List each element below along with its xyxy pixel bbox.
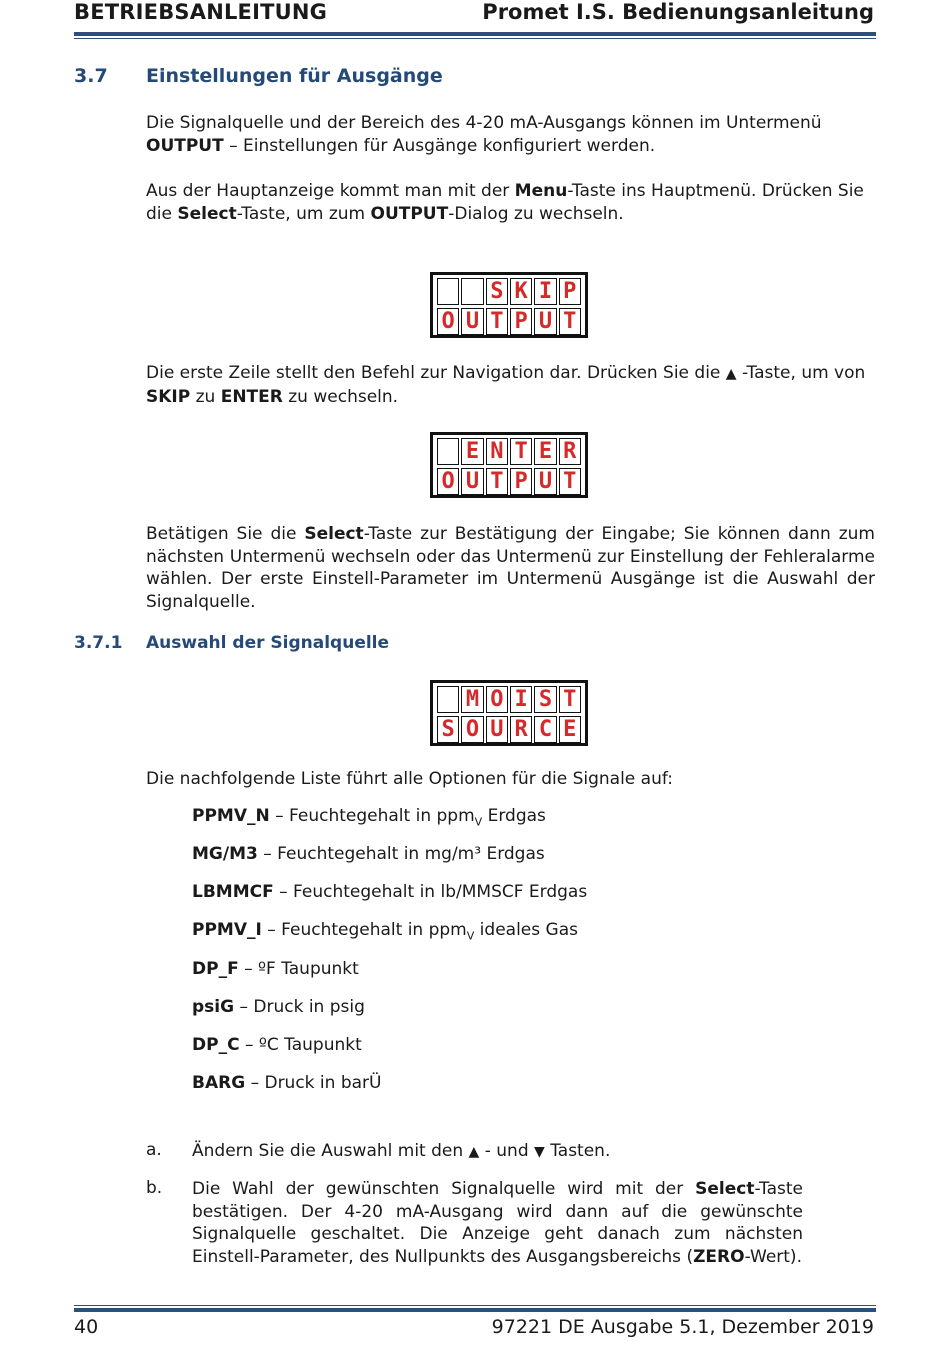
lcd-cell: U — [534, 308, 556, 335]
lcd-cell: O — [437, 468, 459, 495]
lcd-cell: P — [510, 308, 532, 335]
up-arrow-icon: ▲ — [725, 366, 737, 382]
lcd-cell: E — [559, 716, 581, 743]
lcd-cell: T — [559, 468, 581, 495]
step-text-a: Ändern Sie die Auswahl mit den ▲ - und ▼ Tasten. — [192, 1141, 611, 1161]
down-arrow-icon: ▼ — [534, 1144, 545, 1160]
footer-rule-thin — [74, 1305, 876, 1306]
running-header-left: BETRIEBSANLEITUNG — [74, 0, 328, 24]
header-rule — [74, 32, 876, 36]
lcd-display-moist-source — [430, 680, 588, 746]
lcd-cell: I — [510, 686, 532, 713]
list-item: PPMV_I – Feuchtegehalt in ppm$_V$ ideales Gas — [192, 920, 578, 943]
lcd-cell — [437, 278, 459, 305]
lcd-cell: R — [510, 716, 532, 743]
subsection-title: Auswahl der Signalquelle — [146, 633, 390, 653]
step-text-b: Die Wahl der gewünschten Signalquelle wird mit der Select-Taste bestätigen. Der 4-20 mA-Ausgang wird dann auf die gewünschte Signalquelle geschaltet. Die Anzeige geht danach zum nächsten Einstell-Parameter, des Nullpunkts des Ausgangsbereichs (ZERO-Wert). — [192, 1179, 803, 1267]
lcd-cell — [437, 686, 459, 713]
list-item: MG/M3 – Feuchtegehalt in mg/m³ Erdgas — [192, 844, 545, 864]
lcd-cell: U — [461, 308, 483, 335]
lcd-cell: S — [437, 716, 459, 743]
lcd-cell: E — [461, 438, 483, 465]
lcd-cell: N — [486, 438, 508, 465]
section-number: 3.7 — [74, 65, 108, 87]
lcd-cell: E — [534, 438, 556, 465]
lcd-cell: U — [534, 468, 556, 495]
paragraph-intro: Die Signalquelle und der Bereich des 4-20 mA-Ausgangs können im Untermenü OUTPUT – Einstellungen für Ausgänge konfiguriert werden. — [146, 113, 822, 156]
lcd-cell: K — [510, 278, 532, 305]
lcd-cell: C — [534, 716, 556, 743]
lcd-cell — [461, 278, 483, 305]
paragraph-select: Betätigen Sie die Select-Taste zur Bestätigung der Eingabe; Sie können dann zum nächsten Untermenü wechseln oder das Untermenü zur Einstellung der Fehleralarme wählen. Der erste Einstell-Parameter im Untermenü Ausgänge ist die Auswahl der Signalquelle. — [146, 524, 875, 612]
lcd-cell: O — [437, 308, 459, 335]
paragraph-options-intro: Die nachfolgende Liste führt alle Optionen für die Signale auf: — [146, 769, 673, 789]
running-header-right: Promet I.S. Bedienungsanleitung — [482, 0, 874, 24]
list-item: PPMV_N – Feuchtegehalt in ppm$_V$ Erdgas — [192, 806, 546, 829]
lcd-cell: U — [461, 468, 483, 495]
lcd-cell: S — [534, 686, 556, 713]
list-item: psiG – Druck in psig — [192, 997, 365, 1017]
step-label-a: a. — [146, 1140, 162, 1160]
lcd-display-enter-output — [430, 432, 588, 498]
lcd-cell: U — [486, 716, 508, 743]
list-item: LBMMCF – Feuchtegehalt in lb/MMSCF Erdgas — [192, 882, 588, 902]
lcd-cell: S — [486, 278, 508, 305]
lcd-cell: O — [486, 686, 508, 713]
up-arrow-icon: ▲ — [468, 1144, 480, 1160]
document-edition: 97221 DE Ausgabe 5.1, Dezember 2019 — [491, 1316, 874, 1338]
footer-rule — [74, 1308, 876, 1312]
paragraph-navigation: Die erste Zeile stellt den Befehl zur Navigation dar. Drücken Sie die ▲ -Taste, um von SKIP zu ENTER zu wechseln. — [146, 363, 866, 407]
list-item: BARG – Druck in barÜ — [192, 1073, 382, 1093]
lcd-cell: T — [559, 686, 581, 713]
lcd-cell: T — [486, 308, 508, 335]
header-rule-thin — [74, 38, 876, 39]
paragraph-menu: Aus der Hauptanzeige kommt man mit der Menu-Taste ins Hauptmenü. Drücken Sie die Select-Taste, um zum OUTPUT-Dialog zu wechseln. — [146, 181, 864, 224]
lcd-cell: P — [559, 278, 581, 305]
lcd-cell: T — [559, 308, 581, 335]
lcd-cell — [437, 438, 459, 465]
lcd-cell: I — [534, 278, 556, 305]
section-title: Einstellungen für Ausgänge — [146, 65, 443, 87]
lcd-cell: T — [510, 438, 532, 465]
lcd-cell: T — [486, 468, 508, 495]
lcd-cell: M — [461, 686, 483, 713]
list-item: DP_C – ºC Taupunkt — [192, 1035, 362, 1055]
lcd-cell: R — [559, 438, 581, 465]
lcd-cell: P — [510, 468, 532, 495]
list-item: DP_F – ºF Taupunkt — [192, 959, 359, 979]
page-number: 40 — [74, 1316, 99, 1338]
lcd-display-skip-output — [430, 272, 588, 338]
step-label-b: b. — [146, 1178, 163, 1198]
subsection-number: 3.7.1 — [74, 633, 123, 653]
lcd-cell: O — [461, 716, 483, 743]
